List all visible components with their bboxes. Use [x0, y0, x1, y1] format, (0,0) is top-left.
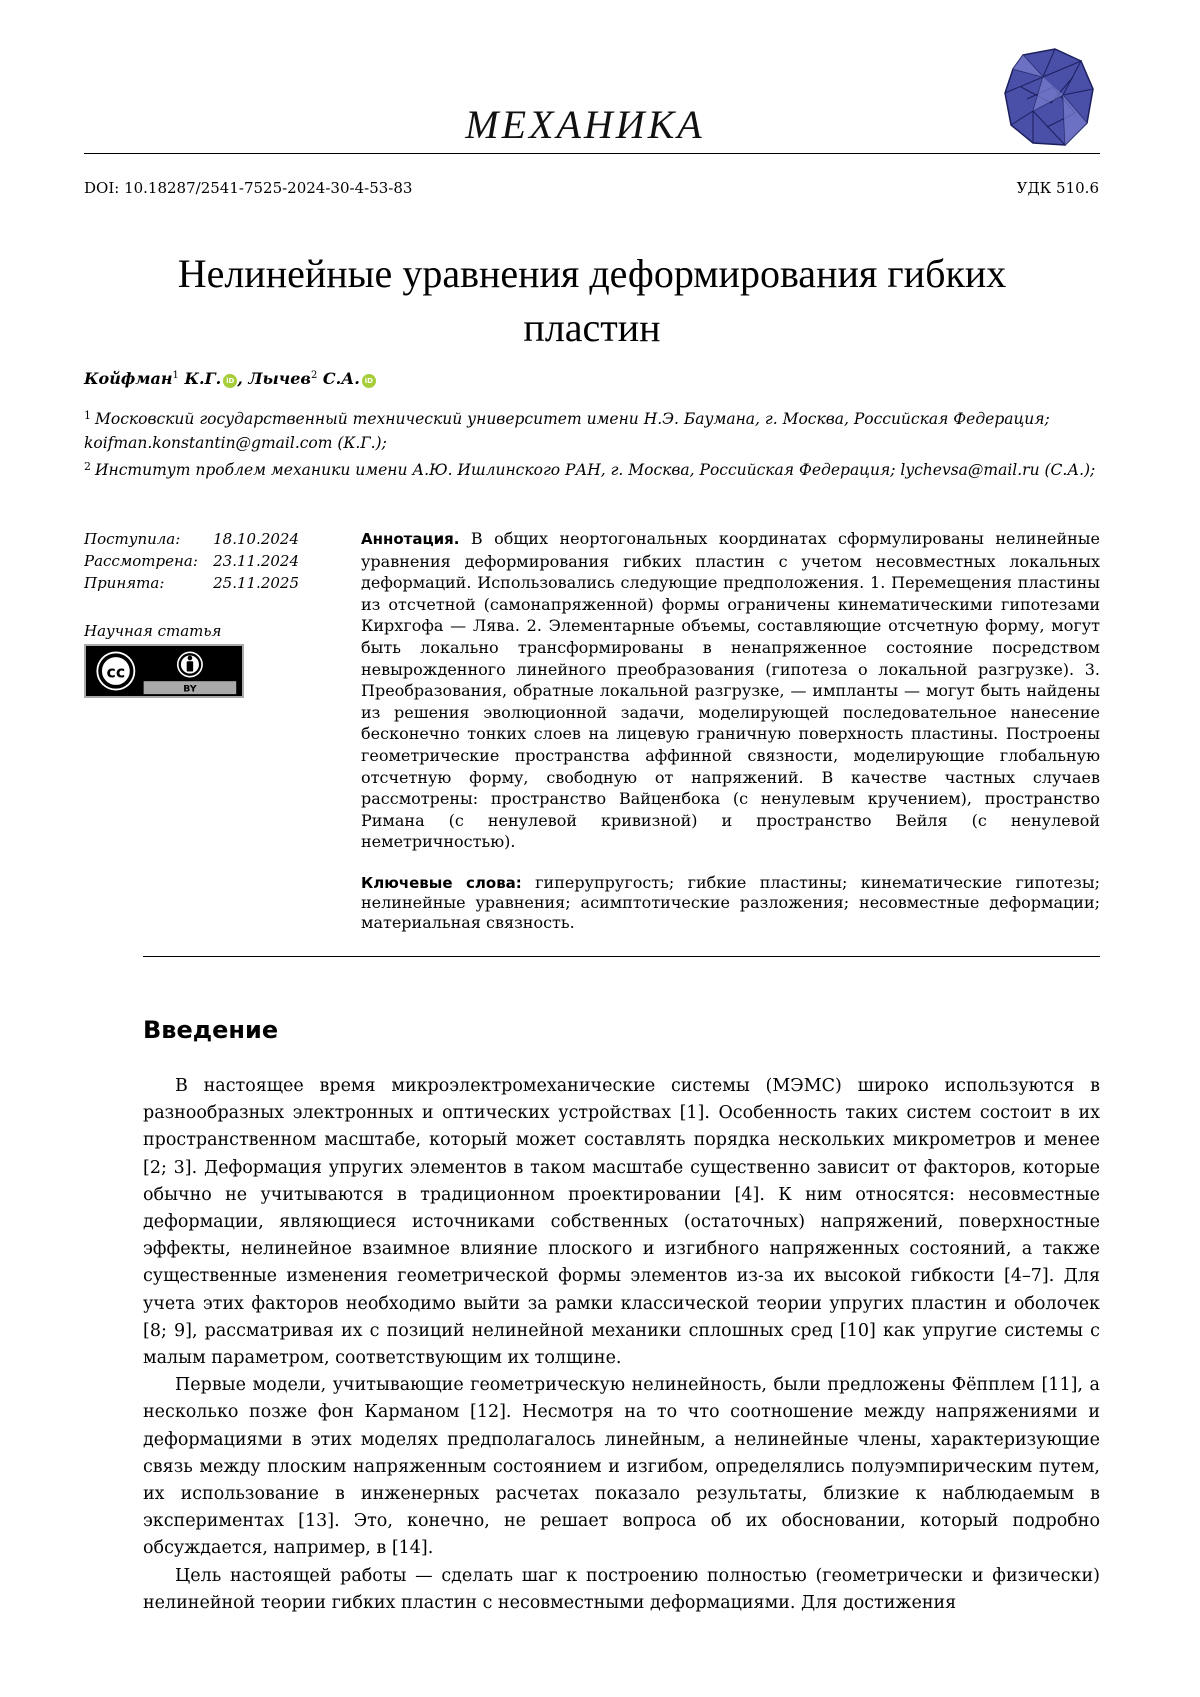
keywords-label: Ключевые слова: — [361, 874, 522, 892]
intro-body — [143, 1073, 1100, 1617]
journal-name: МЕХАНИКА — [465, 102, 705, 147]
author-list: Койфман$^1$ К.Г. iD , Лычев$^2$ С.А. iD — [84, 369, 376, 388]
abstract — [361, 528, 1100, 853]
paragraph: Первые модели, учитывающие геометрическую нелинейность, были предложены Фёпплем [11], а несколько позже фон Карманом [12]. Несмотря на то что соотношение между напряжениями и деформациями в этих моделях предполагалось линейным, а нелинейные члены, характеризующие связь между плоским напряженным состоянием и изгибом, определялись полуэмпирическим путем, их использование в инженерных расчетах показало результаты, близкие к наблюдаемым в экспериментах [13]. Это, конечно, не решает вопроса об их обосновании, который подробно обсуждается, например, в [14]. — [143, 1375, 1100, 1559]
affiliations — [84, 404, 1100, 482]
abstract-label: Аннотация. — [361, 530, 460, 548]
paragraph: В настоящее время микроэлектромеханические системы (МЭМС) широко используются в разнообразных электронных и оптических устройствах [1]. Особенность таких систем состоит в их пространственном масштабе, который может составлять порядка нескольких микрометров и менее [2; 3]. Деформация упругих элементов в таком масштабе существенно зависит от факторов, которые обычно не учитываются в традиционном проектировании [4]. К ним относятся: несовместные деформации, являющиеся источниками собственных (остаточных) напряжений, поверхностные эффекты, нелинейное взаимное влияние плоского и изгибного напряженных состояний, а также существенные изменения геометрической формы элементов из-за их высокой гибкости [4–7]. Для учета этих факторов необходимо выйти за рамки классической теории упругих пластин и оболочек [8; 9], рассматривая их с позиций нелинейной механики сплошных сред [10] как упругие системы с малым параметром, соответствующим их толщине. — [143, 1076, 1100, 1369]
cc-text: cc — [106, 662, 126, 682]
journal-logo-icon — [1003, 47, 1095, 149]
section-heading: Введение — [143, 1016, 279, 1044]
article-title — [84, 247, 1100, 355]
article-type: Научная статья — [84, 622, 222, 640]
header-rule — [84, 153, 1100, 154]
udc-code: УДК 510.6 — [1016, 179, 1099, 197]
affiliation-2: $^2$ Институт проблем механики имени А.Ю. Ишлинского РАН, г. Москва, Российская Федерация; lychevsa@mail.ru (С.А.); — [84, 460, 1096, 479]
date-received: Поступила: 18.10.2024 — [84, 530, 299, 548]
cc-by-license-icon[interactable] — [84, 644, 244, 698]
orcid-icon[interactable]: iD — [223, 374, 237, 388]
affiliation-1: $^1$ Московский государственный технический университет имени Н.Э. Баумана, г. Москва, Российская Федерация; koifman.konstantin@gmail.com (К.Г.); — [84, 409, 1050, 452]
submission-dates — [84, 528, 299, 594]
keywords-text: гиперупругость; гибкие пластины; кинематические гипотезы; нелинейные уравнения; асимптотические разложения; несовместные деформации; материальная связность. — [361, 873, 1100, 932]
title-line-2: пластин — [523, 305, 661, 350]
paragraph: Цель настоящей работы — сделать шаг к построению полностью (геометрически и физически) нелинейной теории гибких пластин с несовместными деформациями. Для достижения — [143, 1565, 1100, 1613]
doi: DOI: 10.18287/2541-7525-2024-30-4-53-83 — [84, 179, 413, 197]
author-2: Лычев$^2$ С.А. — [248, 369, 360, 388]
abstract-text: В общих неортогональных координатах сформулированы нелинейные уравнения деформирования гибких пластин с учетом несовместных локальных деформаций. Использовались следующие предположения. 1. Перемещения пластины из отсчетной (самонапряженной) формы ограничены кинематическими гипотезами Кирхгофа — Лява. 2. Элементарные объемы, составляющие отсчетную форму, могут быть локально трансформированы в ненапряженное состояние посредством невырожденного линейного преобразования (гипотеза о локальной разгрузке). 3. Преобразования, обратные локальной разгрузке, — импланты — могут быть найдены из решения эволюционной задачи, моделирующей последовательное нанесение бесконечно тонких слоев на лицевую граничную поверхность пластины. Построены геометрические пространства аффинной связности, моделирующие глобальную отсчетную форму, свободную от напряжений. В качестве частных случаев рассмотрены: пространство Вайценбока (с ненулевым кручением), пространство Римана (с ненулевой кривизной) и пространство Вейля (с ненулевой неметричностью). — [361, 529, 1101, 852]
orcid-icon[interactable]: iD — [362, 374, 376, 388]
date-accepted: Принята: 25.11.2025 — [84, 574, 299, 592]
section-rule — [143, 956, 1100, 957]
author-1: Койфман$^1$ К.Г. — [84, 369, 222, 388]
by-text: BY — [183, 683, 197, 695]
title-line-1: Нелинейные уравнения деформирования гибких — [177, 251, 1007, 296]
date-reviewed: Рассмотрена: 23.11.2024 — [84, 552, 299, 570]
keywords — [361, 873, 1100, 933]
